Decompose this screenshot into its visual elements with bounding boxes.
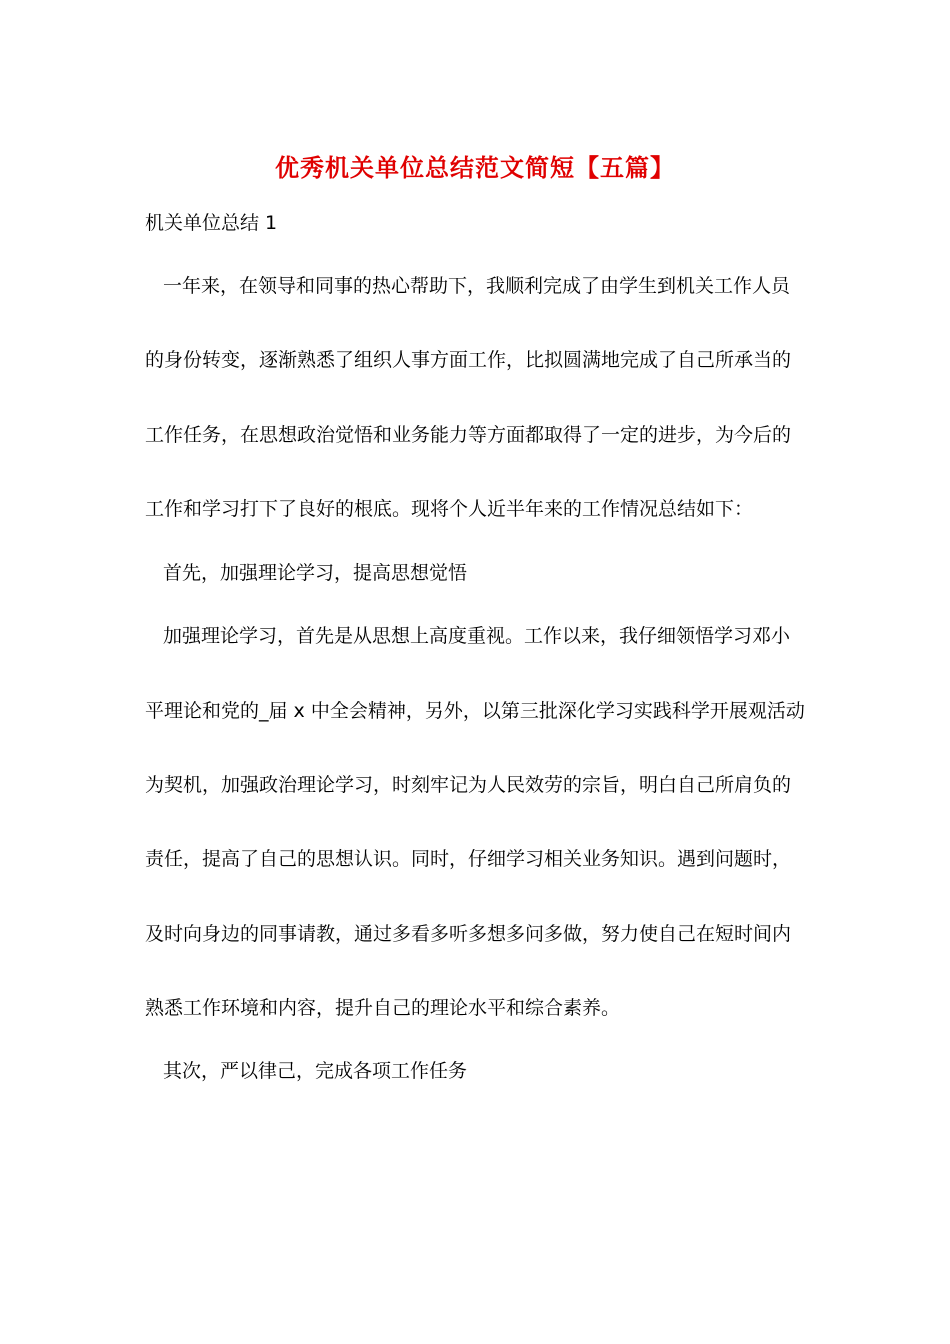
subheading-second: 其次，严以律己，完成各项工作任务 [163, 1060, 468, 1082]
paragraph-line-11: 熟悉工作环境和内容，提升自己的理论水平和综合素养。 [145, 997, 621, 1019]
paragraph-line-6: 加强理论学习，首先是从思想上高度重视。工作以来，我仔细领悟学习邓小 [163, 625, 791, 647]
paragraph-line-9: 责任，提高了自己的思想认识。同时，仔细学习相关业务知识。遇到问题时， [145, 848, 792, 870]
paragraph-line-7: 平理论和党的_届 x 中全会精神，另外，以第三批深化学习实践科学开展观活动 [145, 700, 805, 722]
document-title: 优秀机关单位总结范文简短【五篇】 [275, 153, 675, 182]
paragraph-line-3: 工作任务，在思想政治觉悟和业务能力等方面都取得了一定的进步，为今后的 [145, 424, 792, 446]
paragraph-line-1: 一年来，在领导和同事的热心帮助下，我顺利完成了由学生到机关工作人员 [163, 275, 791, 297]
paragraph-line-10: 及时向身边的同事请教，通过多看多听多想多问多做，努力使自己在短时间内 [145, 923, 792, 945]
subheading-first: 首先，加强理论学习，提高思想觉悟 [163, 562, 468, 584]
paragraph-line-4: 工作和学习打下了良好的根底。现将个人近半年来的工作情况总结如下： [145, 498, 754, 520]
section-heading: 机关单位总结 1 [145, 212, 278, 234]
paragraph-line-8: 为契机，加强政治理论学习，时刻牢记为人民效劳的宗旨，明白自己所肩负的 [145, 774, 792, 796]
paragraph-line-2: 的身份转变，逐渐熟悉了组织人事方面工作，比拟圆满地完成了自己所承当的 [145, 349, 792, 371]
